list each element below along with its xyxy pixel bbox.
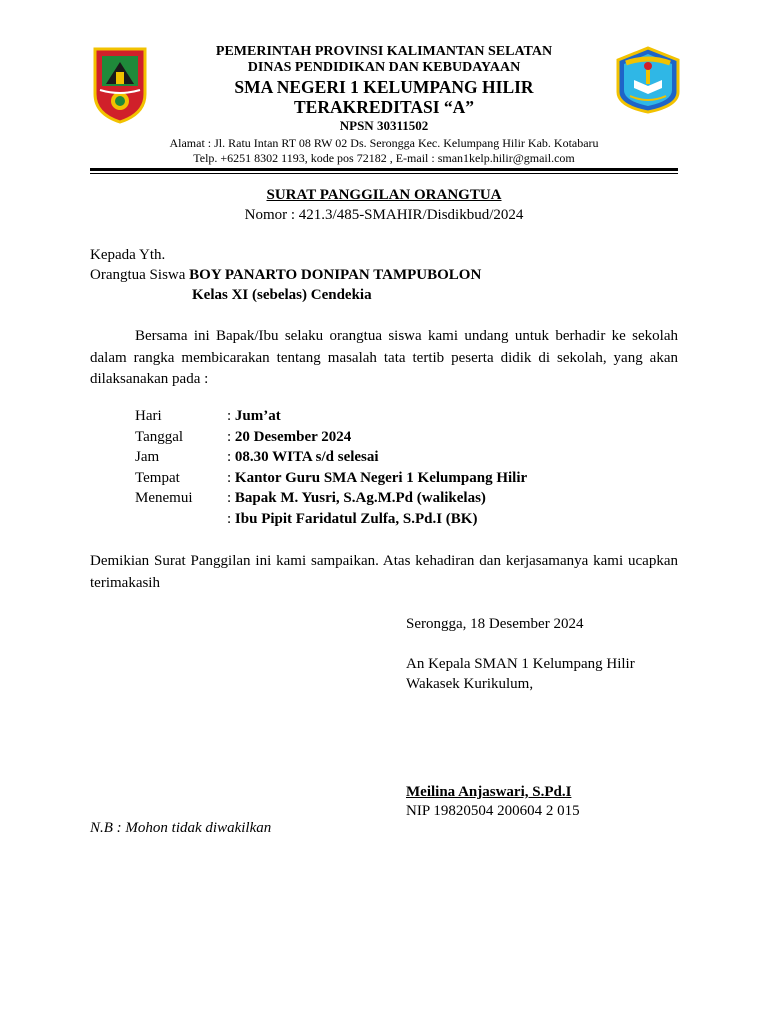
detail-label bbox=[135, 511, 227, 532]
detail-row bbox=[135, 449, 527, 470]
student-name: BOY PANARTO DONIPAN TAMPUBOLON bbox=[189, 267, 482, 283]
detail-label: Jam bbox=[135, 449, 160, 466]
meeting-details bbox=[135, 408, 527, 532]
signature-date: Serongga, 18 Desember 2024 bbox=[406, 616, 584, 632]
detail-row bbox=[135, 408, 527, 429]
detail-colon: : bbox=[227, 408, 235, 424]
detail-value-text: Ibu Pipit Faridatul Zulfa, S.Pd.I (BK) bbox=[234, 510, 478, 527]
detail-label: Tanggal bbox=[135, 428, 184, 445]
detail-colon: : bbox=[227, 490, 235, 507]
detail-value-text: 08.30 WITA s/d selesai bbox=[234, 449, 379, 466]
school-name: SMA NEGERI 1 KELUMPANG HILIR bbox=[234, 77, 534, 98]
detail-row bbox=[135, 470, 527, 491]
signer-name: Meilina Anjaswari, S.Pd.I bbox=[406, 784, 572, 800]
header-divider-thick bbox=[90, 168, 678, 171]
signature-role-line2: Wakasek Kurikulum, bbox=[406, 676, 534, 692]
letterhead bbox=[150, 44, 618, 134]
detail-value-text: Bapak M. Yusri, S.Ag.M.Pd (walikelas) bbox=[234, 490, 486, 507]
detail-value bbox=[227, 511, 527, 532]
detail-colon: : bbox=[227, 428, 235, 445]
detail-value bbox=[227, 490, 527, 511]
signature-role bbox=[406, 654, 686, 694]
department-line: DINAS PENDIDIKAN DAN KEBUDAYAAN bbox=[247, 60, 521, 76]
detail-value-text: 20 Desember 2024 bbox=[234, 428, 352, 445]
school-address bbox=[90, 136, 678, 166]
body-paragraph: Bersama ini Bapak/Ibu selaku orangtua siswa kami undang untuk berhadir ke sekolah dalam rangka membicarakan tentang masalah tata tertib peserta didik di sekolah, yang akan dilaksanakan pada : bbox=[90, 328, 678, 387]
student-class: Kelas XI (sebelas) Cendekia bbox=[192, 287, 372, 303]
recipient-block bbox=[90, 245, 678, 305]
detail-label: Tempat bbox=[135, 469, 180, 486]
letter-number: Nomor : 421.3/485-SMAHIR/Disdikbud/2024 bbox=[244, 206, 524, 223]
detail-value bbox=[227, 408, 527, 429]
letter-title: SURAT PANGGILAN ORANGTUA bbox=[266, 187, 502, 203]
header-divider-thin bbox=[90, 173, 678, 174]
detail-value bbox=[227, 449, 527, 470]
province-emblem-icon bbox=[92, 46, 148, 124]
detail-colon: : bbox=[227, 510, 235, 527]
npsn: NPSN 30311502 bbox=[339, 118, 429, 134]
detail-row bbox=[135, 429, 527, 450]
detail-value bbox=[227, 470, 527, 491]
signature-role-line1: An Kepala SMAN 1 Kelumpang Hilir bbox=[406, 656, 635, 672]
closing-paragraph: Demikian Surat Panggilan ini kami sampaikan. Atas kehadiran dan kerjasamanya kami ucapkan terimakasih bbox=[90, 553, 678, 591]
detail-colon: : bbox=[227, 449, 235, 466]
detail-label: Menemui bbox=[135, 490, 193, 507]
detail-colon: : bbox=[227, 469, 235, 486]
detail-value-text: Kantor Guru SMA Negeri 1 Kelumpang Hilir bbox=[234, 469, 528, 486]
detail-value bbox=[227, 429, 527, 450]
government-line: PEMERINTAH PROVINSI KALIMANTAN SELATAN bbox=[215, 44, 553, 59]
letter-title-block bbox=[90, 186, 678, 225]
detail-row bbox=[135, 490, 527, 511]
contact-line: Telp. +6251 8302 1193, kode pos 72182 , E-mail : sman1kelp.hilir@gmail.com bbox=[193, 151, 575, 165]
recipient-line bbox=[90, 265, 678, 285]
note: N.B : Mohon tidak diwakilkan bbox=[90, 820, 272, 836]
detail-row bbox=[135, 511, 527, 532]
recipient-salutation: Kepada Yth. bbox=[90, 247, 166, 263]
accreditation: TERAKREDITASI “A” bbox=[293, 97, 475, 118]
parent-label: Orangtua Siswa bbox=[90, 267, 190, 283]
detail-value-text: Jum’at bbox=[234, 408, 281, 424]
school-emblem-icon bbox=[612, 46, 684, 114]
detail-label: Hari bbox=[135, 408, 162, 424]
address-line: Alamat : Jl. Ratu Intan RT 08 RW 02 Ds. Serongga Kec. Kelumpang Hilir Kab. Kotabaru bbox=[169, 136, 599, 150]
signer-nip: NIP 19820504 200604 2 015 bbox=[406, 803, 580, 819]
